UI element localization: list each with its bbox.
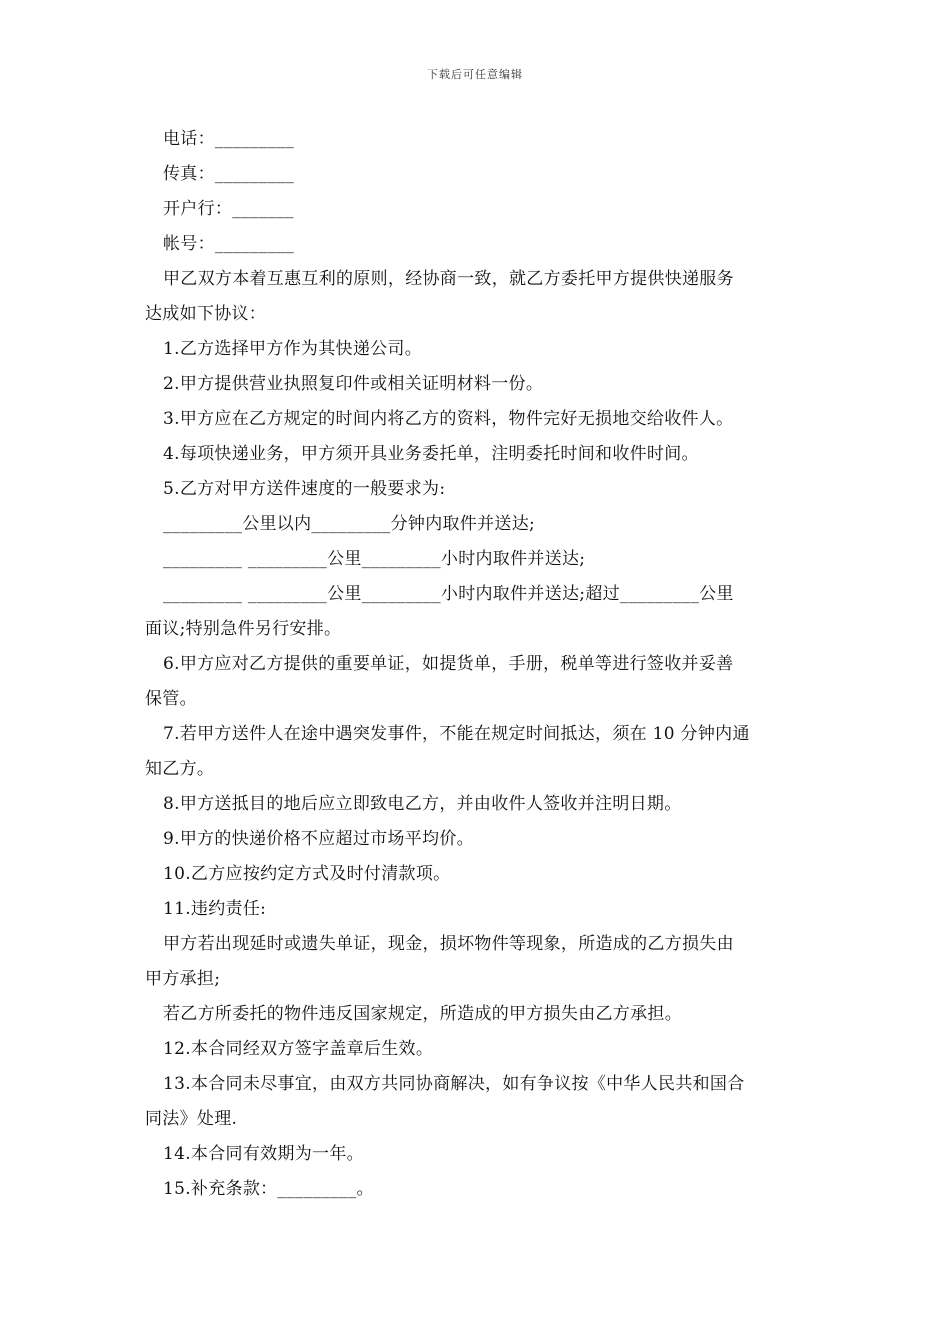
clause-3: 3.甲方应在乙方规定的时间内将乙方的资料，物件完好无损地交给收件人。 — [163, 409, 734, 429]
clause-2: 2.甲方提供营业执照复印件或相关证明材料一份。 — [163, 374, 544, 394]
clause-14: 14.本合同有效期为一年。 — [163, 1144, 364, 1164]
clause-11: 11.违约责任: — [163, 899, 267, 919]
fax-line: 传真：_________ — [163, 164, 295, 184]
phone-line: 电话：_________ — [163, 129, 295, 149]
clause-10: 10.乙方应按约定方式及时付清款项。 — [163, 864, 451, 884]
clause-5-item-2: _________ _________公里_________小时内取件并送达; — [163, 549, 586, 569]
clause-11-party-a-continued: 甲方承担; — [145, 969, 221, 989]
contract-body — [145, 122, 810, 1207]
clause-5-item-1: _________公里以内_________分钟内取件并送达; — [163, 514, 536, 534]
clause-6: 6.甲方应对乙方提供的重要单证，如提货单，手册，税单等进行签收并妥善 — [163, 654, 734, 674]
clause-5-item-3-continued: 面议;特别急件另行安排。 — [145, 619, 342, 639]
clause-5: 5.乙方对甲方送件速度的一般要求为: — [163, 479, 446, 499]
clause-7-continued: 知乙方。 — [145, 759, 215, 779]
clause-11-party-a: 甲方若出现延时或遗失单证，现金，损坏物件等现象，所造成的乙方损失由 — [163, 934, 734, 954]
clause-9: 9.甲方的快递价格不应超过市场平均价。 — [163, 829, 474, 849]
account-line: 帐号：_________ — [163, 234, 295, 254]
clause-8: 8.甲方送抵目的地后应立即致电乙方，并由收件人签收并注明日期。 — [163, 794, 682, 814]
clause-13: 13.本合同未尽事宜，由双方共同协商解决，如有争议按《中华人民共和国合 — [163, 1074, 745, 1094]
preamble-line-continued: 达成如下协议： — [145, 304, 267, 324]
page-header-note: 下载后可任意编辑 — [427, 68, 523, 81]
clause-4: 4.每项快递业务，甲方须开具业务委托单，注明委托时间和收件时间。 — [163, 444, 699, 464]
clause-7: 7.若甲方送件人在途中遇突发事件，不能在规定时间抵达，须在 10 分钟内通 — [163, 724, 750, 744]
clause-11-party-b: 若乙方所委托的物件违反国家规定，所造成的甲方损失由乙方承担。 — [163, 1004, 682, 1024]
clause-5-item-3: _________ _________公里_________小时内取件并送达;超过_________公里 — [163, 584, 734, 604]
clause-12: 12.本合同经双方签字盖章后生效。 — [163, 1039, 434, 1059]
clause-13-continued: 同法》处理. — [145, 1109, 238, 1129]
preamble-line: 甲乙双方本着互惠互利的原则，经协商一致，就乙方委托甲方提供快递服务 — [163, 269, 734, 289]
clause-1: 1.乙方选择甲方作为其快递公司。 — [163, 339, 423, 359]
clause-15: 15.补充条款：_________。 — [163, 1179, 374, 1199]
clause-6-continued: 保管。 — [145, 689, 197, 709]
bank-line: 开户行：_______ — [163, 199, 294, 219]
